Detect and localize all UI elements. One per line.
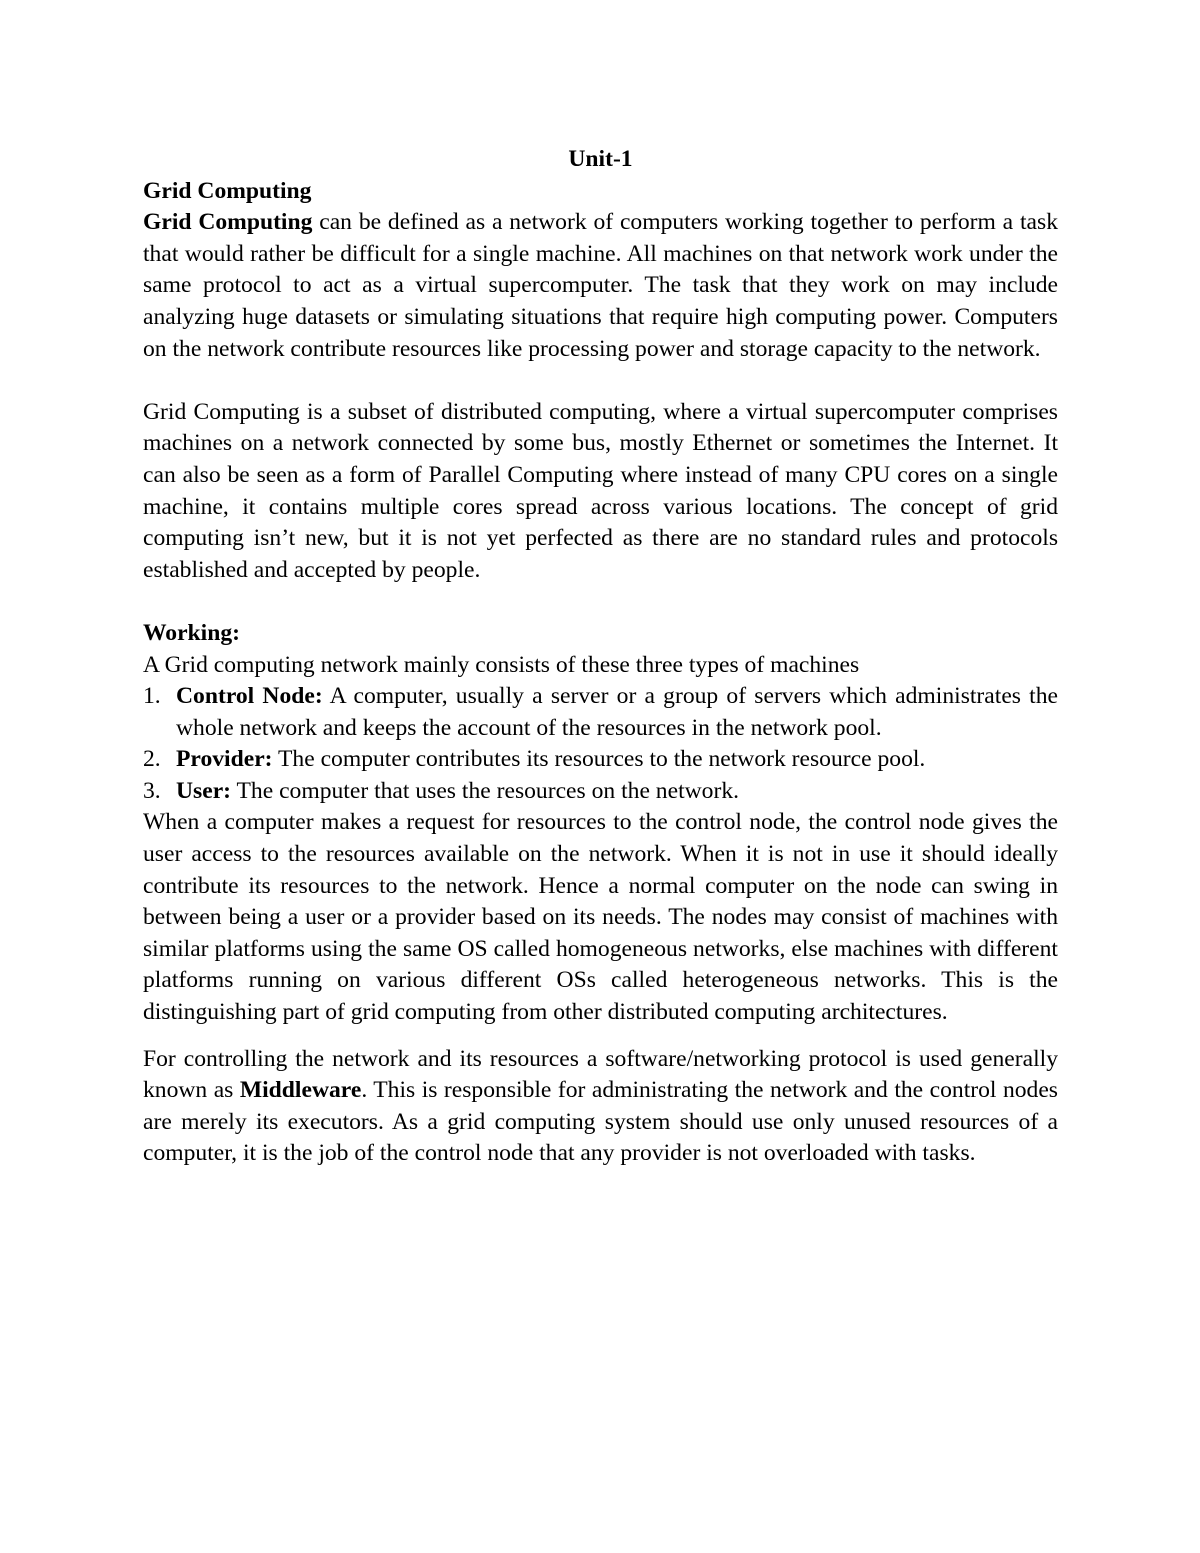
list-text: The computer that uses the resources on the network. — [231, 777, 740, 804]
bold-term: Middleware — [239, 1077, 362, 1104]
list-item — [143, 744, 1058, 776]
paragraph-definition — [143, 207, 1058, 365]
list-number: 1. — [143, 683, 161, 710]
paragraph-subset: Grid Computing is a subset of distributed computing, where a virtual supercomputer comprises machines on a network connected by some bus, mostly Ethernet or sometimes the Internet. It can also be seen as a form of Parallel Computing where instead of many CPU cores on a single machine, it contains multiple cores spread across various locations. The concept of grid computing isn’t new, but it is not yet perfected as there are no standard rules and protocols established and accepted by people. — [143, 398, 1058, 583]
list-text: A computer, usually a server or a group of servers which administrates the whole network and keeps the account of the resources in the network pool. — [176, 683, 1058, 741]
list-number: 2. — [143, 746, 161, 773]
document-title: Unit-1 — [568, 146, 633, 172]
paragraph-request: When a computer makes a request for resources to the control node, the control node gives the user access to the resources available on the network. When it is not in use it should ideally contribute its resources to the network. Hence a normal computer on the node can swing in between being a user or a provider based on its needs. The nodes may consist of machines with similar platforms using the same OS called homogeneous networks, else machines with different platforms running on various different OSs called heterogeneous networks. This is the distinguishing part of grid computing from other distributed computing architectures. — [143, 809, 1058, 1026]
paragraph-text: . This is responsible for administrating the network and the control nodes are merely its executors. As a grid computing system should use only unused resources of a computer, it is the job of the control node that any provider is not overloaded with tasks. — [143, 1077, 1058, 1167]
list-item — [143, 776, 1058, 808]
section-heading — [143, 176, 1058, 208]
document-page — [143, 144, 1058, 1170]
working-heading-text: Working: — [143, 619, 241, 646]
paragraph-text: For controlling the network and its resources a software/networking protocol is used generally known as — [143, 1045, 1058, 1104]
paragraph-middleware — [143, 1044, 1058, 1170]
list-text: The computer contributes its resources to the network resource pool. — [272, 746, 926, 773]
list-number: 3. — [143, 777, 161, 804]
list-term: User: — [176, 777, 232, 804]
list-term: Control Node: — [176, 683, 323, 710]
heading-text: Grid Computing — [143, 177, 312, 204]
paragraph-text: can be defined as a network of computers working together to perform a task that would rather be difficult for a single machine. All machines on that network work under the same protocol to act as a virtual supercomputer. The task that they work on may include analyzing huge datasets or simulating situations that require high computing power. Computers on the network contribute resources like processing power and storage capacity to the network. — [143, 209, 1058, 362]
machine-types-list — [143, 681, 1058, 807]
bold-term: Grid Computing — [143, 209, 313, 236]
working-intro: A Grid computing network mainly consists of these three types of machines — [143, 651, 860, 678]
list-term: Provider: — [176, 746, 273, 773]
list-item — [143, 681, 1058, 744]
working-heading — [143, 618, 1058, 650]
